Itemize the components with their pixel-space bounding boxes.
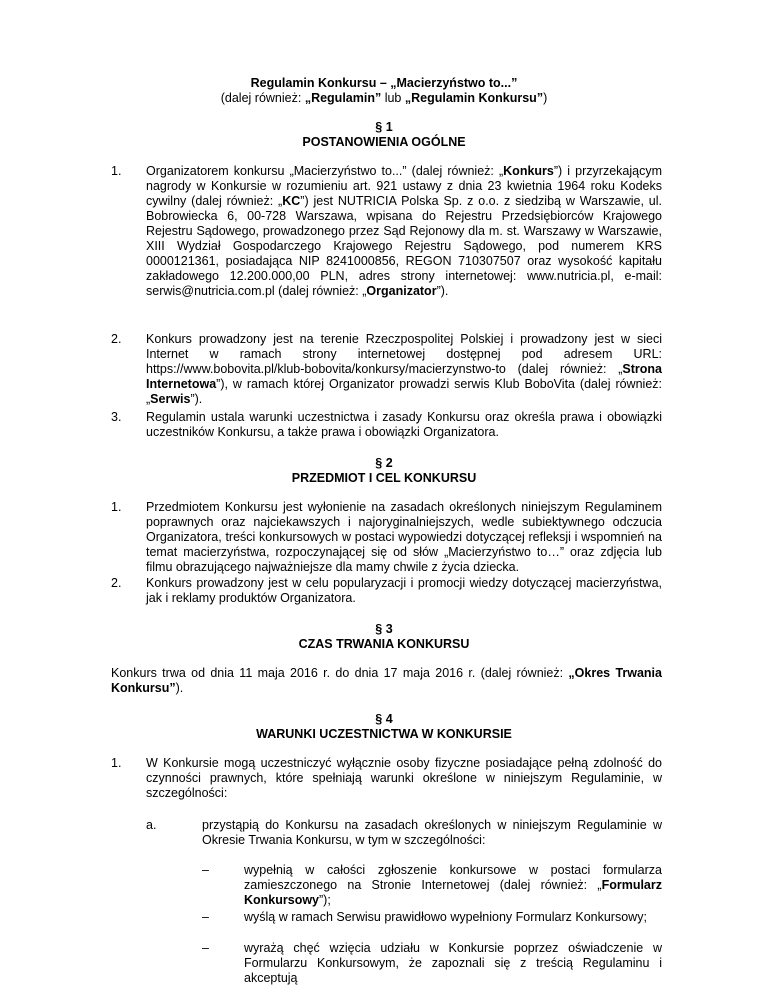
s4-dash-2-mark: –: [202, 910, 209, 924]
section-1-number: § 1: [375, 120, 393, 134]
section-4-heading: [0, 712, 768, 742]
section-2-heading: [0, 456, 768, 486]
section-1-heading: [0, 120, 768, 150]
s1-item-3-text: Regulamin ustala warunki uczestnictwa i zasady Konkursu oraz określa prawa i obowiązki uczestników Konkursu, a także prawa i obowiązki Organizatora.: [146, 410, 662, 439]
section-3-title: CZAS TRWANIA KONKURSU: [298, 637, 470, 651]
s4-dash-1-mark: –: [202, 863, 209, 877]
s4-dash-1-text: wypełnią w całości zgłoszenie konkursowe w postaci formularza zamieszczonego na Stronie Internetowej (dalej również: „Formularz Konkursowy”);: [244, 863, 662, 907]
title-line-1: Regulamin Konkursu – „Macierzyństwo to...”: [250, 76, 518, 90]
s4-sub-a-text: przystąpią do Konkursu na zasadach określonych w niniejszym Regulaminie w Okresie Trwania Konkursu, w tym w szczególności:: [202, 818, 662, 847]
s2-item-1-text: Przedmiotem Konkursu jest wyłonienie na zasadach określonych niniejszym Regulaminem poprawnych oraz najciekawszych i najoryginalniejszych, wedle subiektywnego odczucia Organizatora, treści konkursowych w postaci wypowiedzi dotyczącej refleksji i wspomnień na temat macierzyństwa, rozpoczynającej się od słów „Macierzyństwo to…” oraz zdjęcia lub filmu obrazującego najważniejsze dla mamy chwile z życia dziecka.: [146, 500, 662, 574]
s1-item-3-number: 3.: [111, 410, 122, 424]
document-title: [0, 76, 768, 106]
section-2-title: PRZEDMIOT I CEL KONKURSU: [291, 471, 477, 485]
section-4-title: WARUNKI UCZESTNICTWA W KONKURSIE: [256, 727, 512, 741]
section-3-number: § 3: [375, 622, 393, 636]
section-2-number: § 2: [375, 456, 393, 470]
s4-sub-a-number: a.: [146, 818, 157, 832]
title-line-2: (dalej również: „Regulamin” lub „Regulamin Konkursu”): [220, 91, 548, 105]
s2-item-1-number: 1.: [111, 500, 122, 514]
s2-item-2-text: Konkurs prowadzony jest w celu popularyzacji i promocji wiedzy dotyczącej macierzyństwa, jak i reklamy produktów Organizatora.: [146, 576, 662, 605]
s4-dash-2-text: wyślą w ramach Serwisu prawidłowo wypełniony Formularz Konkursowy;: [244, 910, 647, 924]
s4-dash-3-mark: –: [202, 941, 209, 955]
section-4-number: § 4: [375, 712, 393, 726]
section-1-title: POSTANOWIENIA OGÓLNE: [302, 135, 466, 149]
s1-item-1-number: 1.: [111, 164, 122, 178]
s3-text: Konkurs trwa od dnia 11 maja 2016 r. do dnia 17 maja 2016 r. (dalej również: „Okres Trwania Konkursu”).: [111, 666, 662, 695]
s4-item-1-number: 1.: [111, 756, 122, 770]
s1-item-2-text: Konkurs prowadzony jest na terenie Rzeczpospolitej Polskiej i prowadzony jest w sieci Internet w ramach strony internetowej dostępnej pod adresem URL: https://www.bobovita.pl/klub-bobovita/konkursy/macierzynstwo-to (dalej również: „Strona Internetowa”), w ramach której Organizator prowadzi serwis Klub BoboVita (dalej również: „Serwis”).: [146, 332, 662, 406]
s1-item-2-number: 2.: [111, 332, 122, 346]
s1-item-1-text: Organizatorem konkursu „Macierzyństwo to...” (dalej również: „Konkurs”) i przyrzekającym nagrody w Konkursie w rozumieniu art. 921 ustawy z dnia 23 kwietnia 1964 roku Kodeks cywilny (dalej również: „KC”) jest NUTRICIA Polska Sp. z o.o. z siedzibą w Warszawie, ul. Bobrowiecka 6, 00-728 Warszawa, wpisana do Rejestru Przedsiębiorców Krajowego Rejestru Sądowego, prowadzonego przez Sąd Rejonowy dla m. st. Warszawy w Warszawie, XIII Wydział Gospodarczego Krajowego Rejestru Sądowego, pod numerem KRS 0000121361, posiadająca NIP 8241000856, REGON 710307507 oraz wysokość kapitału zakładowego 12.200.000,00 PLN, adres strony internetowej: www.nutricia.pl, e-mail: serwis@nutricia.com.pl (dalej również: „Organizator”).: [146, 164, 663, 298]
s4-item-1-text: W Konkursie mogą uczestniczyć wyłącznie osoby fizyczne posiadające pełną zdolność do czynności prawnych, które spełniają warunki określone w niniejszym Regulaminie, w szczególności:: [146, 756, 662, 800]
section-3-heading: [0, 622, 768, 652]
s4-dash-3-text: wyrażą chęć wzięcia udziału w Konkursie poprzez oświadczenie w Formularzu Konkursowym, że zapoznali się z treścią Regulaminu i akceptują: [244, 941, 662, 985]
s2-item-2-number: 2.: [111, 576, 122, 590]
